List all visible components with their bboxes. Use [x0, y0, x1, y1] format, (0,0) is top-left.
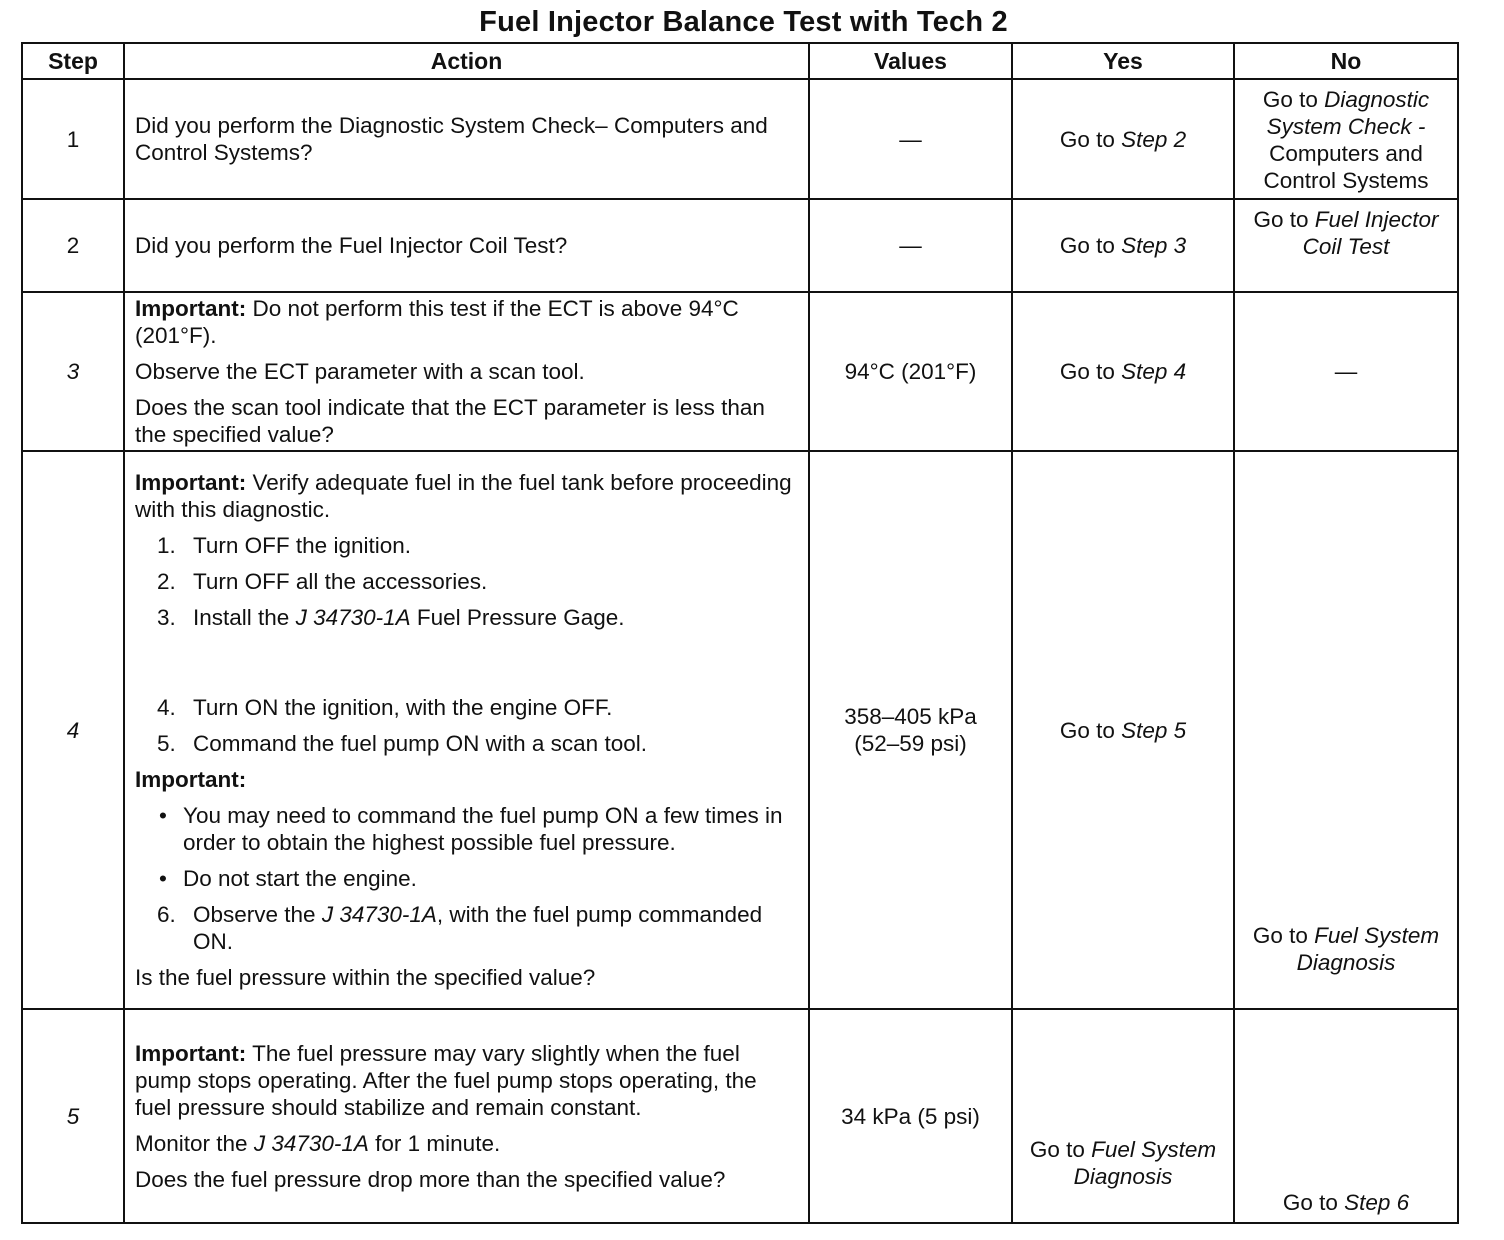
no-cell [1234, 199, 1458, 292]
important-note [135, 766, 798, 793]
important-label: Important: [135, 470, 247, 495]
list-number: 2. [157, 569, 176, 594]
step-number: 4 [22, 451, 124, 1009]
list-item [135, 694, 798, 721]
yes-cell [1012, 1009, 1234, 1223]
list-text: Turn ON the ignition, with the engine OFF. [193, 695, 613, 720]
table-row [22, 199, 1458, 292]
question-text: Does the fuel pressure drop more than the specified value? [135, 1166, 726, 1192]
action-text: Did you perform the Fuel Injector Coil Test? [135, 233, 568, 258]
action-cell [124, 79, 809, 199]
list-text: Install the [193, 605, 296, 630]
header-no: No [1234, 43, 1458, 79]
tool-name: J 34730-1A [295, 605, 411, 630]
no-prefix: Go to [1282, 1190, 1345, 1215]
step-number: 1 [22, 79, 124, 199]
value-cell: — [809, 79, 1012, 199]
question-text: Is the fuel pressure within the specified value? [135, 965, 596, 990]
no-cell: — [1234, 292, 1458, 451]
no-suffix: Computers and Control Systems [1263, 141, 1429, 193]
no-link[interactable]: Fuel Injector Coil Test [1302, 207, 1439, 259]
action-text-part: Monitor the [135, 1130, 254, 1156]
action-cell [124, 199, 809, 292]
yes-link[interactable]: Step 2 [1121, 126, 1187, 152]
list-number: 5. [157, 731, 176, 756]
value-cell [809, 451, 1012, 1009]
bullet-text: You may need to command the fuel pump ON a few times in order to obtain the highest possible fuel pressure. [183, 803, 783, 855]
no-link[interactable]: Fuel System Diagnosis [1296, 923, 1440, 975]
yes-link[interactable]: Step 4 [1121, 359, 1187, 384]
no-link[interactable]: Diagnostic System Check - [1266, 87, 1430, 139]
question-text: Does the scan tool indicate that the ECT parameter is less than the specified value? [135, 395, 765, 447]
list-item [135, 568, 798, 595]
yes-link[interactable]: Step 3 [1121, 233, 1187, 258]
bullet-dot: • [159, 866, 167, 891]
yes-cell [1012, 451, 1234, 1009]
list-item [135, 532, 798, 559]
step-number: 2 [22, 199, 124, 292]
action-cell [124, 451, 809, 1009]
yes-prefix: Go to [1059, 359, 1122, 384]
header-step: Step [22, 43, 124, 79]
yes-cell [1012, 292, 1234, 451]
yes-link[interactable]: Step 5 [1121, 717, 1187, 743]
table-row [22, 292, 1458, 451]
yes-prefix: Go to [1059, 717, 1122, 743]
important-note [135, 295, 798, 349]
list-item [135, 604, 798, 631]
bullet-text: Do not start the engine. [183, 866, 417, 891]
value-cell: — [809, 199, 1012, 292]
list-item [135, 901, 798, 955]
step-number: 3 [22, 292, 124, 451]
yes-prefix: Go to [1059, 126, 1122, 152]
table-row [22, 1009, 1458, 1223]
value-cell: 94°C (201°F) [809, 292, 1012, 451]
yes-prefix: Go to [1029, 1137, 1092, 1162]
list-number: 3. [157, 605, 176, 630]
list-number: 6. [157, 902, 176, 927]
no-prefix: Go to [1262, 87, 1325, 112]
value-cell: 34 kPa (5 psi) [809, 1009, 1012, 1223]
no-link[interactable]: Step 6 [1344, 1190, 1410, 1215]
table-row [22, 79, 1458, 199]
important-text: Verify adequate fuel in the fuel tank before proceeding with this diagnostic. [135, 470, 792, 522]
action-cell [124, 1009, 809, 1223]
header-row [22, 43, 1458, 79]
action-text-part: for 1 minute. [368, 1130, 501, 1156]
spacer [135, 640, 798, 694]
important-label: Important: [135, 1040, 247, 1066]
list-number: 1. [157, 533, 176, 558]
yes-cell [1012, 199, 1234, 292]
value-line: (52–59 psi) [854, 731, 967, 756]
no-prefix: Go to [1252, 923, 1315, 948]
important-note [135, 1040, 798, 1121]
action-cell [124, 292, 809, 451]
yes-link[interactable]: Fuel System Diagnosis [1073, 1137, 1217, 1189]
important-label: Important: [135, 296, 247, 321]
no-prefix: Go to [1253, 207, 1315, 232]
yes-prefix: Go to [1059, 233, 1122, 258]
list-text: Command the fuel pump ON with a scan tool. [193, 731, 647, 756]
table-row [22, 451, 1458, 1009]
important-label: Important: [135, 767, 247, 792]
bullet-item [135, 802, 798, 856]
important-text: The fuel pressure may vary slightly when the fuel pump stops operating. After the fuel pump stops operating, the fuel pressure should stabilize and remain constant. [135, 1040, 757, 1120]
list-text: Observe the [193, 902, 322, 927]
action-text [135, 1130, 798, 1157]
list-text: Turn OFF all the accessories. [193, 569, 488, 594]
header-action: Action [124, 43, 809, 79]
list-item [135, 730, 798, 757]
bullet-item [135, 865, 798, 892]
no-cell [1234, 451, 1458, 1009]
value-line: 358–405 kPa [844, 704, 977, 729]
page-title: Fuel Injector Balance Test with Tech 2 [479, 6, 1008, 38]
list-text: , with the fuel pump commanded ON. [193, 902, 763, 954]
header-yes: Yes [1012, 43, 1234, 79]
yes-cell [1012, 79, 1234, 199]
important-text: Do not perform this test if the ECT is above 94°C (201°F). [135, 296, 739, 348]
list-text: Turn OFF the ignition. [193, 533, 412, 558]
no-cell [1234, 79, 1458, 199]
list-text: Fuel Pressure Gage. [410, 605, 625, 630]
list-number: 4. [157, 695, 176, 720]
tool-name: J 34730-1A [253, 1130, 369, 1156]
diagnostic-table [21, 42, 1459, 1224]
tool-name: J 34730-1A [321, 902, 437, 927]
header-values: Values [809, 43, 1012, 79]
bullet-dot: • [159, 803, 167, 828]
important-note [135, 469, 798, 523]
step-number: 5 [22, 1009, 124, 1223]
action-text: Observe the ECT parameter with a scan tool. [135, 359, 585, 384]
no-cell [1234, 1009, 1458, 1223]
action-text: Did you perform the Diagnostic System Check– Computers and Control Systems? [135, 113, 768, 165]
